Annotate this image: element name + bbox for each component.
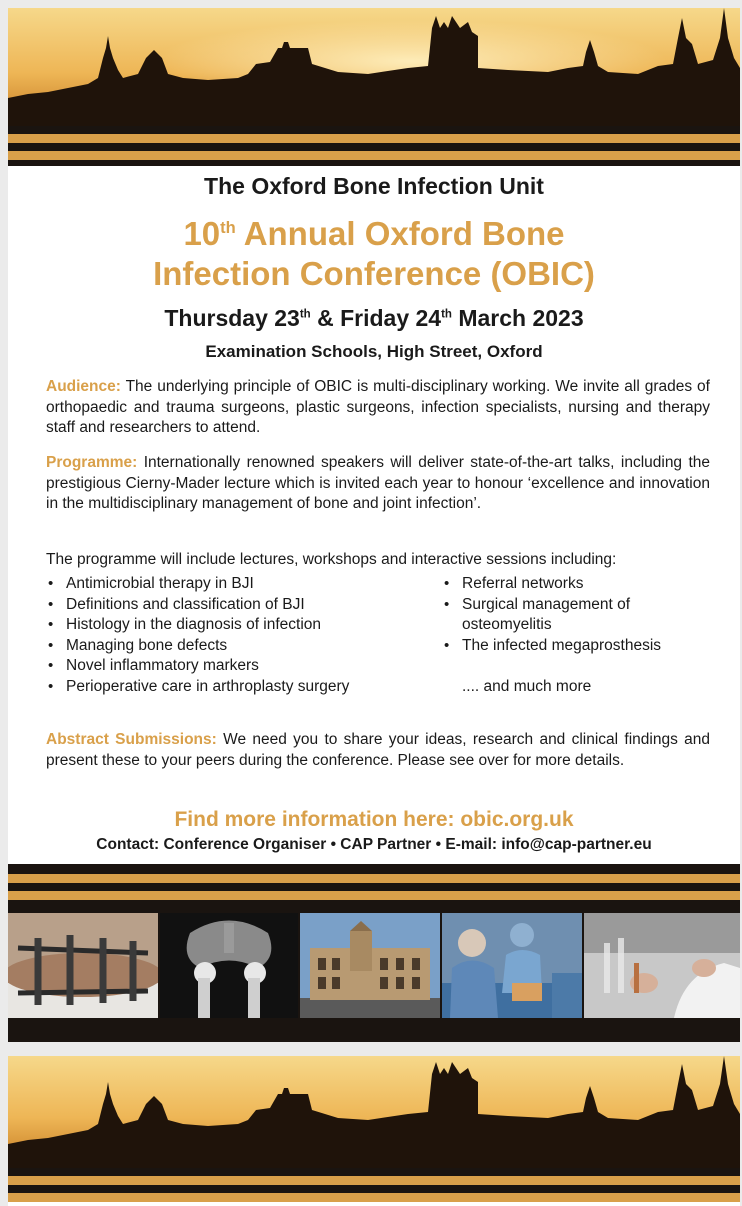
surgery-photo (442, 913, 582, 1018)
organization-name: The Oxford Bone Infection Unit (204, 173, 544, 199)
list-item: • Histology in the diagnosis of infection (46, 615, 426, 636)
list-item: • Novel inflammatory markers (46, 656, 426, 677)
list-item-more: .... and much more (462, 677, 592, 695)
examination-schools-photo (300, 913, 440, 1018)
date-day2: & Friday 24 (310, 305, 442, 331)
programme-label: Programme: (46, 454, 138, 471)
conference-title (8, 214, 740, 294)
date-month-year: March 2023 (451, 305, 584, 331)
abstracts-text: We need you to share your ideas, research and clinical findings and present these to your peers during the conference. Please see over for more details. (46, 731, 710, 769)
more-info-link[interactable]: Find more information here: obic.org.uk (174, 808, 574, 831)
programme-intro: The programme will include lectures, workshops and interactive sessions including: (46, 551, 617, 568)
footer-stripes (8, 864, 740, 913)
audience-label: Audience: (46, 378, 121, 395)
footer-bar (8, 1018, 740, 1042)
page2-stripes (8, 1168, 740, 1202)
title-number: 10 (183, 215, 221, 252)
conference-dates (8, 305, 740, 332)
header-stripes (8, 126, 740, 166)
topics-left-column (46, 574, 426, 697)
conference-flyer (8, 8, 740, 1042)
abstracts-paragraph (46, 730, 710, 771)
date-day1: Thursday 23 (164, 305, 300, 331)
list-item: • The infected megaprosthesis (442, 636, 702, 657)
list-item: • Perioperative care in arthroplasty surgery (46, 677, 426, 698)
audience-paragraph (46, 377, 710, 439)
list-item: • Managing bone defects (46, 636, 426, 657)
date-day1-ordinal: th (299, 308, 311, 321)
topics-list (46, 574, 726, 714)
title-line2: Infection Conference (OBIC) (153, 255, 595, 292)
external-fixator-photo (8, 913, 158, 1018)
topics-right-column (442, 574, 702, 697)
oxford-skyline-header (8, 8, 740, 126)
list-item: • Referral networks (442, 574, 702, 595)
venue: Examination Schools, High Street, Oxford (205, 342, 543, 361)
xray-photo (160, 913, 298, 1018)
title-line1: Annual Oxford Bone (235, 215, 565, 252)
oxford-skyline-header-page2 (8, 1056, 740, 1168)
next-page-preview (8, 1056, 740, 1206)
date-day2-ordinal: th (441, 308, 452, 321)
list-item: • Antimicrobial therapy in BJI (46, 574, 426, 595)
list-item: • Definitions and classification of BJI (46, 595, 426, 616)
programme-text: Internationally renowned speakers will deliver state-of-the-art talks, including the prestigious Cierny-Mader lecture which is invited each year to honour ‘excellence and innovation in the multidisciplinary management of bone and joint infection’. (46, 454, 710, 512)
contact-line: Contact: Conference Organiser • CAP Partner • E-mail: info@cap-partner.eu (96, 836, 652, 853)
title-ordinal: th (220, 219, 236, 237)
programme-paragraph (46, 453, 710, 515)
photo-strip (8, 913, 740, 1018)
laboratory-photo (584, 913, 740, 1018)
list-item: • Surgical management of osteomyelitis (442, 595, 672, 636)
abstracts-label: Abstract Submissions: (46, 731, 217, 748)
audience-text: The underlying principle of OBIC is multi-disciplinary working. We invite all grades of orthopaedic and trauma surgeons, plastic surgeons, infection specialists, nursing and therapy staff and researchers to attend. (46, 378, 710, 436)
